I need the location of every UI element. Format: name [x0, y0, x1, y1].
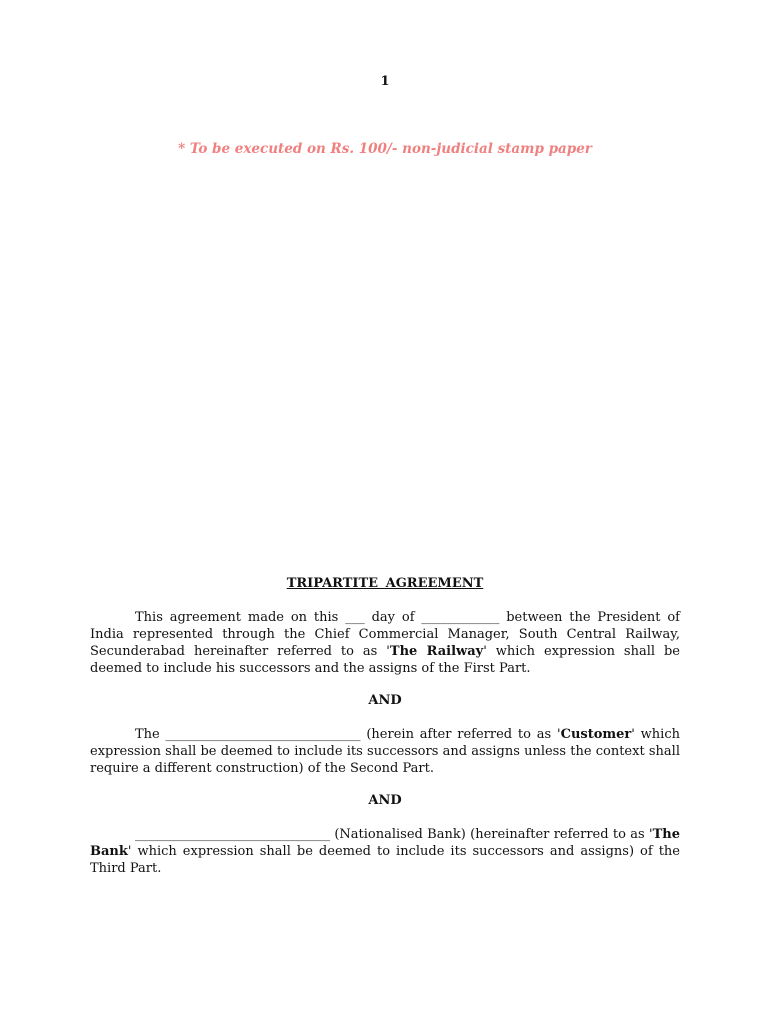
para3-text-a: ______________________________ (Nationalised Bank) (hereinafter referred to as ' [135, 827, 653, 842]
and-heading-1: AND [368, 693, 402, 708]
para2-bold: Customer [560, 727, 632, 742]
paragraph-third-part [90, 826, 680, 877]
and-heading-2: AND [368, 793, 402, 808]
paragraph-first-part [90, 609, 680, 677]
paragraph-second-part [90, 726, 680, 777]
agreement-title: TRIPARTITE AGREEMENT [286, 576, 484, 591]
para1-text-a: This agreement made on this ___ day of ____________ between the President of India represented through the Chief Commercial Manager, South Central Railway, Secunderabad hereinafter referred to as ' [90, 610, 680, 659]
para2-text-a: The ______________________________ (herein after referred to as ' [135, 727, 561, 742]
para3-bold: The Bank [90, 827, 680, 859]
para3-text-b: ' which expression shall be deemed to include its successors and assigns) of the Third Part. [90, 844, 680, 876]
page-number: 1 [380, 74, 390, 89]
para2-text-b: ' which expression shall be deemed to include its successors and assigns unless the context shall require a different construction) of the Second Part. [90, 727, 680, 776]
para1-bold: The Railway [389, 644, 484, 659]
stamp-paper-note: * To be executed on Rs. 100/- non-judicial stamp paper [178, 141, 592, 157]
para1-text-b: ' which expression shall be deemed to include his successors and the assigns of the First Part. [90, 644, 681, 676]
